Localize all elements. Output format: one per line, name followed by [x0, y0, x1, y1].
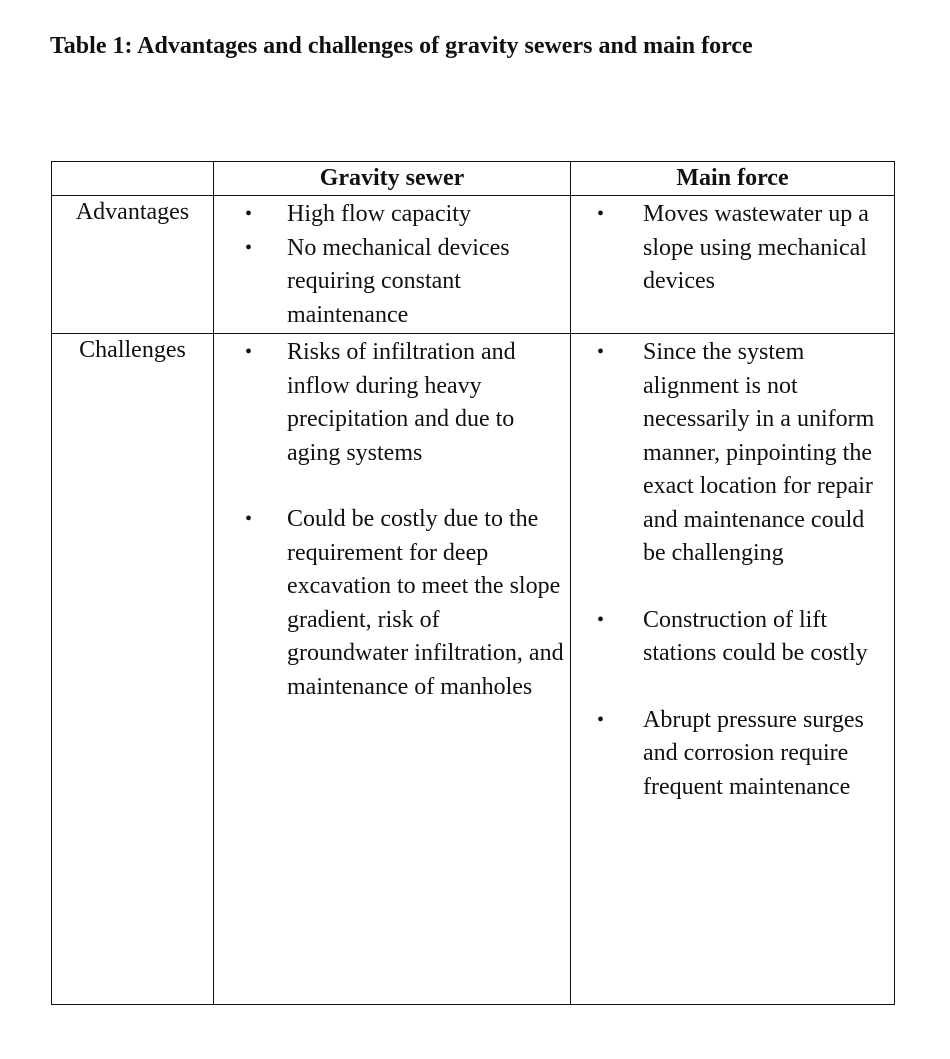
bullet-icon: • [245, 203, 253, 225]
bullet-icon: • [597, 708, 605, 731]
table-row-challenges [52, 334, 895, 1005]
list-item: • Abrupt pressure surges and corrosion require frequent maintenance [571, 704, 894, 805]
advantages-main-cell [571, 196, 895, 334]
row-label-challenges: Challenges [52, 334, 214, 1005]
challenges-main-cell [571, 334, 895, 1005]
header-main-force: Main force [571, 162, 895, 196]
bullet-icon: • [597, 608, 605, 631]
list-item: • Risks of infiltration and inflow during heavy precipitation and due to aging systems [214, 336, 570, 470]
list-item: • Since the system alignment is not necessarily in a uniform manner, pinpointing the exact location for repair and maintenance could be challenging [571, 336, 894, 571]
comparison-table [51, 161, 895, 1005]
bullet-icon: • [597, 203, 605, 225]
list-item: • Construction of lift stations could be costly [571, 604, 894, 671]
table-header-row [52, 162, 895, 196]
bullet-icon: • [597, 341, 605, 363]
list-item: • Could be costly due to the requirement for deep excavation to meet the slope gradient, risk of groundwater infiltration, and maintenance of manholes [214, 503, 570, 704]
row-label-advantages: Advantages [52, 196, 214, 334]
table-row-advantages [52, 196, 895, 334]
header-empty-cell [52, 162, 214, 196]
advantages-gravity-cell [214, 196, 571, 334]
list-item: • Moves wastewater up a slope using mechanical devices [571, 198, 894, 299]
list-item: • High flow capacity [214, 198, 570, 232]
list-item: • No mechanical devices requiring constant maintenance [214, 232, 570, 333]
bullet-icon: • [245, 236, 253, 259]
bullet-icon: • [245, 508, 253, 530]
table-caption: Table 1: Advantages and challenges of gravity sewers and main force [50, 33, 753, 59]
header-gravity-sewer: Gravity sewer [214, 162, 571, 196]
challenges-gravity-cell [214, 334, 571, 1005]
bullet-icon: • [245, 341, 253, 363]
